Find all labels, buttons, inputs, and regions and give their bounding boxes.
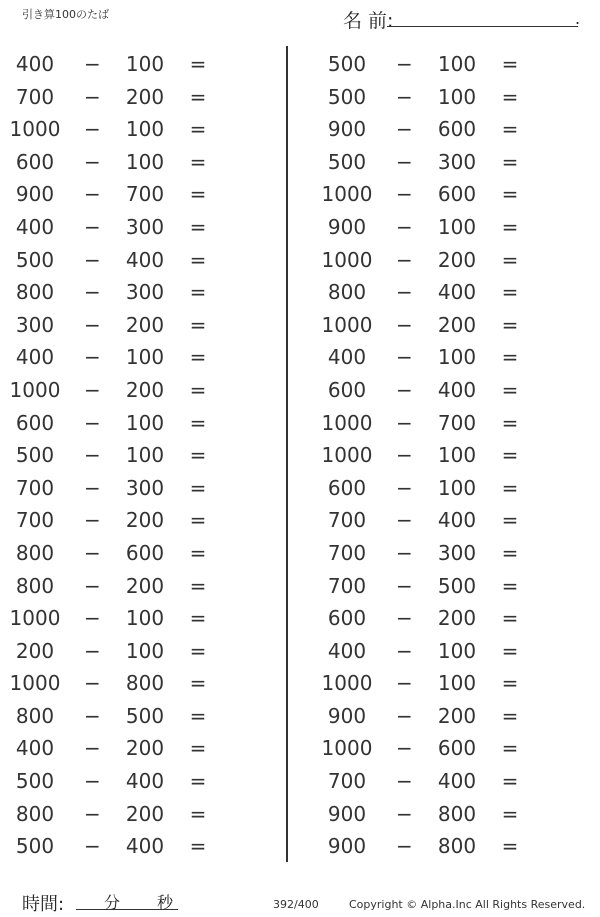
equals-sign: = <box>189 703 207 728</box>
time-label: 時間: <box>22 894 65 915</box>
minuend: 400 <box>15 345 55 370</box>
subtrahend: 200 <box>437 703 477 728</box>
problem-row <box>0 667 250 700</box>
minuend: 400 <box>15 736 55 761</box>
subtrahend: 500 <box>437 573 477 598</box>
problem-row <box>312 537 562 570</box>
minuend: 900 <box>327 801 367 826</box>
minuend: 700 <box>327 573 367 598</box>
minus-sign: − <box>84 508 101 533</box>
equals-sign: = <box>189 182 207 207</box>
minuend: 1000 <box>321 410 373 435</box>
equals-sign: = <box>189 769 207 794</box>
problem-row <box>0 439 250 472</box>
subtrahend: 800 <box>125 671 165 696</box>
minus-sign: − <box>84 475 101 500</box>
subtrahend: 200 <box>437 312 477 337</box>
equals-sign: = <box>189 345 207 370</box>
problem-row <box>312 374 562 407</box>
minus-sign: − <box>396 280 413 305</box>
subtrahend: 600 <box>125 540 165 565</box>
equals-sign: = <box>501 84 519 109</box>
minuend: 500 <box>15 443 55 468</box>
equals-sign: = <box>501 606 519 631</box>
equals-sign: = <box>189 834 207 859</box>
minus-sign: − <box>84 149 101 174</box>
equals-sign: = <box>189 84 207 109</box>
problem-row <box>0 244 250 277</box>
minus-sign: − <box>396 410 413 435</box>
minus-sign: − <box>84 801 101 826</box>
minuend: 500 <box>327 149 367 174</box>
problem-row <box>0 113 250 146</box>
equals-sign: = <box>501 540 519 565</box>
subtrahend: 100 <box>437 443 477 468</box>
subtrahend: 100 <box>437 638 477 663</box>
subtrahend: 100 <box>125 410 165 435</box>
minus-sign: − <box>396 834 413 859</box>
column-divider <box>286 46 288 862</box>
problem-row <box>312 211 562 244</box>
minuend: 1000 <box>321 671 373 696</box>
subtrahend: 600 <box>437 736 477 761</box>
subtrahend: 700 <box>437 410 477 435</box>
problem-row <box>0 537 250 570</box>
problem-row <box>0 472 250 505</box>
problem-row <box>312 602 562 635</box>
problem-row <box>312 309 562 342</box>
minus-sign: − <box>84 540 101 565</box>
minus-sign: − <box>84 84 101 109</box>
equals-sign: = <box>501 52 519 76</box>
equals-sign: = <box>501 736 519 761</box>
minus-sign: − <box>84 736 101 761</box>
minuend: 600 <box>15 149 55 174</box>
minus-sign: − <box>84 117 101 142</box>
subtrahend: 300 <box>437 149 477 174</box>
equals-sign: = <box>501 377 519 402</box>
equals-sign: = <box>501 703 519 728</box>
minuend: 400 <box>15 214 55 239</box>
subtrahend: 300 <box>437 540 477 565</box>
subtrahend: 300 <box>125 475 165 500</box>
problem-row <box>0 602 250 635</box>
problem-row <box>312 244 562 277</box>
minus-sign: − <box>396 801 413 826</box>
name-field-end-dot: . <box>575 9 581 28</box>
minus-sign: − <box>396 606 413 631</box>
copyright-notice: Copyright © Alpha.Inc All Rights Reserved. <box>349 898 586 911</box>
problem-row <box>0 178 250 211</box>
minus-sign: − <box>84 377 101 402</box>
minus-sign: − <box>396 214 413 239</box>
minus-sign: − <box>396 52 413 76</box>
minuend: 500 <box>15 769 55 794</box>
minuend: 900 <box>327 834 367 859</box>
minuend: 700 <box>327 540 367 565</box>
minuend: 1000 <box>321 312 373 337</box>
problem-row <box>312 146 562 179</box>
problem-row <box>0 407 250 440</box>
subtrahend: 400 <box>437 377 477 402</box>
minuend: 700 <box>327 508 367 533</box>
subtrahend: 100 <box>437 84 477 109</box>
problem-row <box>0 504 250 537</box>
problem-row <box>312 439 562 472</box>
problem-row <box>312 570 562 603</box>
subtrahend: 100 <box>125 345 165 370</box>
minuend: 900 <box>327 117 367 142</box>
minus-sign: − <box>396 508 413 533</box>
subtrahend: 100 <box>125 117 165 142</box>
subtrahend: 100 <box>437 214 477 239</box>
minus-sign: − <box>84 671 101 696</box>
subtrahend: 200 <box>125 508 165 533</box>
problem-row <box>0 211 250 244</box>
equals-sign: = <box>501 345 519 370</box>
subtrahend: 400 <box>125 834 165 859</box>
equals-sign: = <box>189 52 207 76</box>
right-problem-column <box>312 48 562 863</box>
seconds-label: 秒 <box>157 893 174 912</box>
problem-row <box>312 341 562 374</box>
equals-sign: = <box>189 801 207 826</box>
minuend: 1000 <box>321 247 373 272</box>
minuend: 1000 <box>321 736 373 761</box>
subtrahend: 600 <box>437 182 477 207</box>
problem-row <box>0 732 250 765</box>
minuend: 500 <box>15 247 55 272</box>
minuend: 600 <box>327 606 367 631</box>
minuend: 1000 <box>9 377 61 402</box>
problem-row <box>0 374 250 407</box>
minus-sign: − <box>396 475 413 500</box>
minus-sign: − <box>396 638 413 663</box>
problem-row <box>312 504 562 537</box>
equals-sign: = <box>189 312 207 337</box>
equals-sign: = <box>189 247 207 272</box>
problem-row <box>312 472 562 505</box>
minuend: 600 <box>327 475 367 500</box>
subtrahend: 200 <box>125 312 165 337</box>
minuend: 800 <box>327 280 367 305</box>
problem-row <box>312 667 562 700</box>
problem-row <box>0 48 250 81</box>
minus-sign: − <box>396 443 413 468</box>
minuend: 800 <box>15 540 55 565</box>
minus-sign: − <box>396 573 413 598</box>
minus-sign: − <box>84 312 101 337</box>
subtrahend: 200 <box>437 606 477 631</box>
problem-row <box>312 635 562 668</box>
equals-sign: = <box>189 508 207 533</box>
minus-sign: − <box>84 345 101 370</box>
minus-sign: − <box>396 736 413 761</box>
minuend: 800 <box>15 703 55 728</box>
equals-sign: = <box>189 214 207 239</box>
equals-sign: = <box>501 801 519 826</box>
minuend: 800 <box>15 573 55 598</box>
equals-sign: = <box>501 671 519 696</box>
equals-sign: = <box>501 117 519 142</box>
minus-sign: − <box>396 117 413 142</box>
equals-sign: = <box>501 834 519 859</box>
page-number: 392/400 <box>273 898 319 911</box>
subtrahend: 100 <box>125 638 165 663</box>
subtrahend: 700 <box>125 182 165 207</box>
problem-row <box>312 700 562 733</box>
equals-sign: = <box>189 149 207 174</box>
equals-sign: = <box>501 312 519 337</box>
subtrahend: 100 <box>437 475 477 500</box>
problem-row <box>0 700 250 733</box>
equals-sign: = <box>189 606 207 631</box>
minus-sign: − <box>396 84 413 109</box>
minuend: 900 <box>15 182 55 207</box>
problem-row <box>0 765 250 798</box>
minus-sign: − <box>84 280 101 305</box>
equals-sign: = <box>189 377 207 402</box>
minuend: 700 <box>15 475 55 500</box>
problem-row <box>312 113 562 146</box>
minuend: 700 <box>15 84 55 109</box>
name-label: 名 前: <box>343 10 394 32</box>
minuend: 300 <box>15 312 55 337</box>
minus-sign: − <box>396 149 413 174</box>
subtrahend: 100 <box>437 671 477 696</box>
subtrahend: 400 <box>125 769 165 794</box>
minuend: 600 <box>15 410 55 435</box>
minuend: 900 <box>327 703 367 728</box>
minus-sign: − <box>84 834 101 859</box>
minus-sign: − <box>396 540 413 565</box>
minutes-label: 分 <box>104 893 121 912</box>
minus-sign: − <box>396 703 413 728</box>
problem-row <box>312 178 562 211</box>
subtrahend: 600 <box>437 117 477 142</box>
problem-row <box>312 48 562 81</box>
subtrahend: 800 <box>437 834 477 859</box>
subtrahend: 100 <box>125 149 165 174</box>
minus-sign: − <box>84 638 101 663</box>
equals-sign: = <box>189 638 207 663</box>
name-field[interactable] <box>387 26 578 27</box>
minus-sign: − <box>84 410 101 435</box>
problem-row <box>0 635 250 668</box>
minus-sign: − <box>84 214 101 239</box>
minuend: 500 <box>327 84 367 109</box>
problem-row <box>312 830 562 863</box>
subtrahend: 200 <box>125 736 165 761</box>
minus-sign: − <box>396 247 413 272</box>
problem-row <box>0 341 250 374</box>
subtrahend: 400 <box>437 769 477 794</box>
minuend: 200 <box>15 638 55 663</box>
subtrahend: 200 <box>125 377 165 402</box>
problem-row <box>0 830 250 863</box>
equals-sign: = <box>189 475 207 500</box>
equals-sign: = <box>501 638 519 663</box>
subtrahend: 100 <box>125 443 165 468</box>
problem-row <box>0 81 250 114</box>
minuend: 800 <box>15 280 55 305</box>
minuend: 900 <box>327 214 367 239</box>
minus-sign: − <box>84 52 101 76</box>
equals-sign: = <box>189 540 207 565</box>
minuend: 1000 <box>9 117 61 142</box>
worksheet-title: 引き算100のたば <box>22 8 109 21</box>
minus-sign: − <box>396 182 413 207</box>
subtrahend: 200 <box>437 247 477 272</box>
minus-sign: − <box>396 377 413 402</box>
subtrahend: 300 <box>125 280 165 305</box>
problem-row <box>312 81 562 114</box>
problem-row <box>0 309 250 342</box>
equals-sign: = <box>501 508 519 533</box>
minuend: 800 <box>15 801 55 826</box>
minus-sign: − <box>84 182 101 207</box>
problem-row <box>312 798 562 831</box>
problem-row <box>312 407 562 440</box>
minuend: 1000 <box>9 606 61 631</box>
minus-sign: − <box>84 703 101 728</box>
minuend: 400 <box>15 52 55 76</box>
subtrahend: 500 <box>125 703 165 728</box>
equals-sign: = <box>189 410 207 435</box>
minuend: 500 <box>15 834 55 859</box>
minuend: 1000 <box>321 182 373 207</box>
minus-sign: − <box>84 606 101 631</box>
equals-sign: = <box>501 214 519 239</box>
equals-sign: = <box>501 443 519 468</box>
subtrahend: 400 <box>125 247 165 272</box>
problem-row <box>0 146 250 179</box>
equals-sign: = <box>501 573 519 598</box>
subtrahend: 400 <box>437 280 477 305</box>
minus-sign: − <box>396 345 413 370</box>
problem-row <box>0 570 250 603</box>
equals-sign: = <box>501 475 519 500</box>
equals-sign: = <box>501 247 519 272</box>
minus-sign: − <box>84 247 101 272</box>
minuend: 500 <box>327 52 367 76</box>
equals-sign: = <box>501 280 519 305</box>
minuend: 1000 <box>9 671 61 696</box>
minus-sign: − <box>84 769 101 794</box>
equals-sign: = <box>189 736 207 761</box>
problem-row <box>0 798 250 831</box>
problem-row <box>312 276 562 309</box>
subtrahend: 100 <box>437 52 477 76</box>
minuend: 400 <box>327 345 367 370</box>
minus-sign: − <box>84 573 101 598</box>
equals-sign: = <box>501 149 519 174</box>
minus-sign: − <box>396 312 413 337</box>
subtrahend: 400 <box>437 508 477 533</box>
subtrahend: 100 <box>125 52 165 76</box>
minuend: 1000 <box>321 443 373 468</box>
problem-row <box>0 276 250 309</box>
left-problem-column <box>0 48 250 863</box>
subtrahend: 100 <box>437 345 477 370</box>
equals-sign: = <box>501 410 519 435</box>
equals-sign: = <box>189 443 207 468</box>
minuend: 700 <box>327 769 367 794</box>
minus-sign: − <box>396 671 413 696</box>
minuend: 600 <box>327 377 367 402</box>
subtrahend: 300 <box>125 214 165 239</box>
subtrahend: 200 <box>125 801 165 826</box>
minus-sign: − <box>84 443 101 468</box>
subtrahend: 200 <box>125 84 165 109</box>
subtrahend: 800 <box>437 801 477 826</box>
minuend: 700 <box>15 508 55 533</box>
equals-sign: = <box>189 280 207 305</box>
equals-sign: = <box>189 117 207 142</box>
equals-sign: = <box>189 573 207 598</box>
equals-sign: = <box>501 182 519 207</box>
problem-row <box>312 765 562 798</box>
equals-sign: = <box>189 671 207 696</box>
equals-sign: = <box>501 769 519 794</box>
minuend: 400 <box>327 638 367 663</box>
problem-row <box>312 732 562 765</box>
subtrahend: 200 <box>125 573 165 598</box>
subtrahend: 100 <box>125 606 165 631</box>
minus-sign: − <box>396 769 413 794</box>
